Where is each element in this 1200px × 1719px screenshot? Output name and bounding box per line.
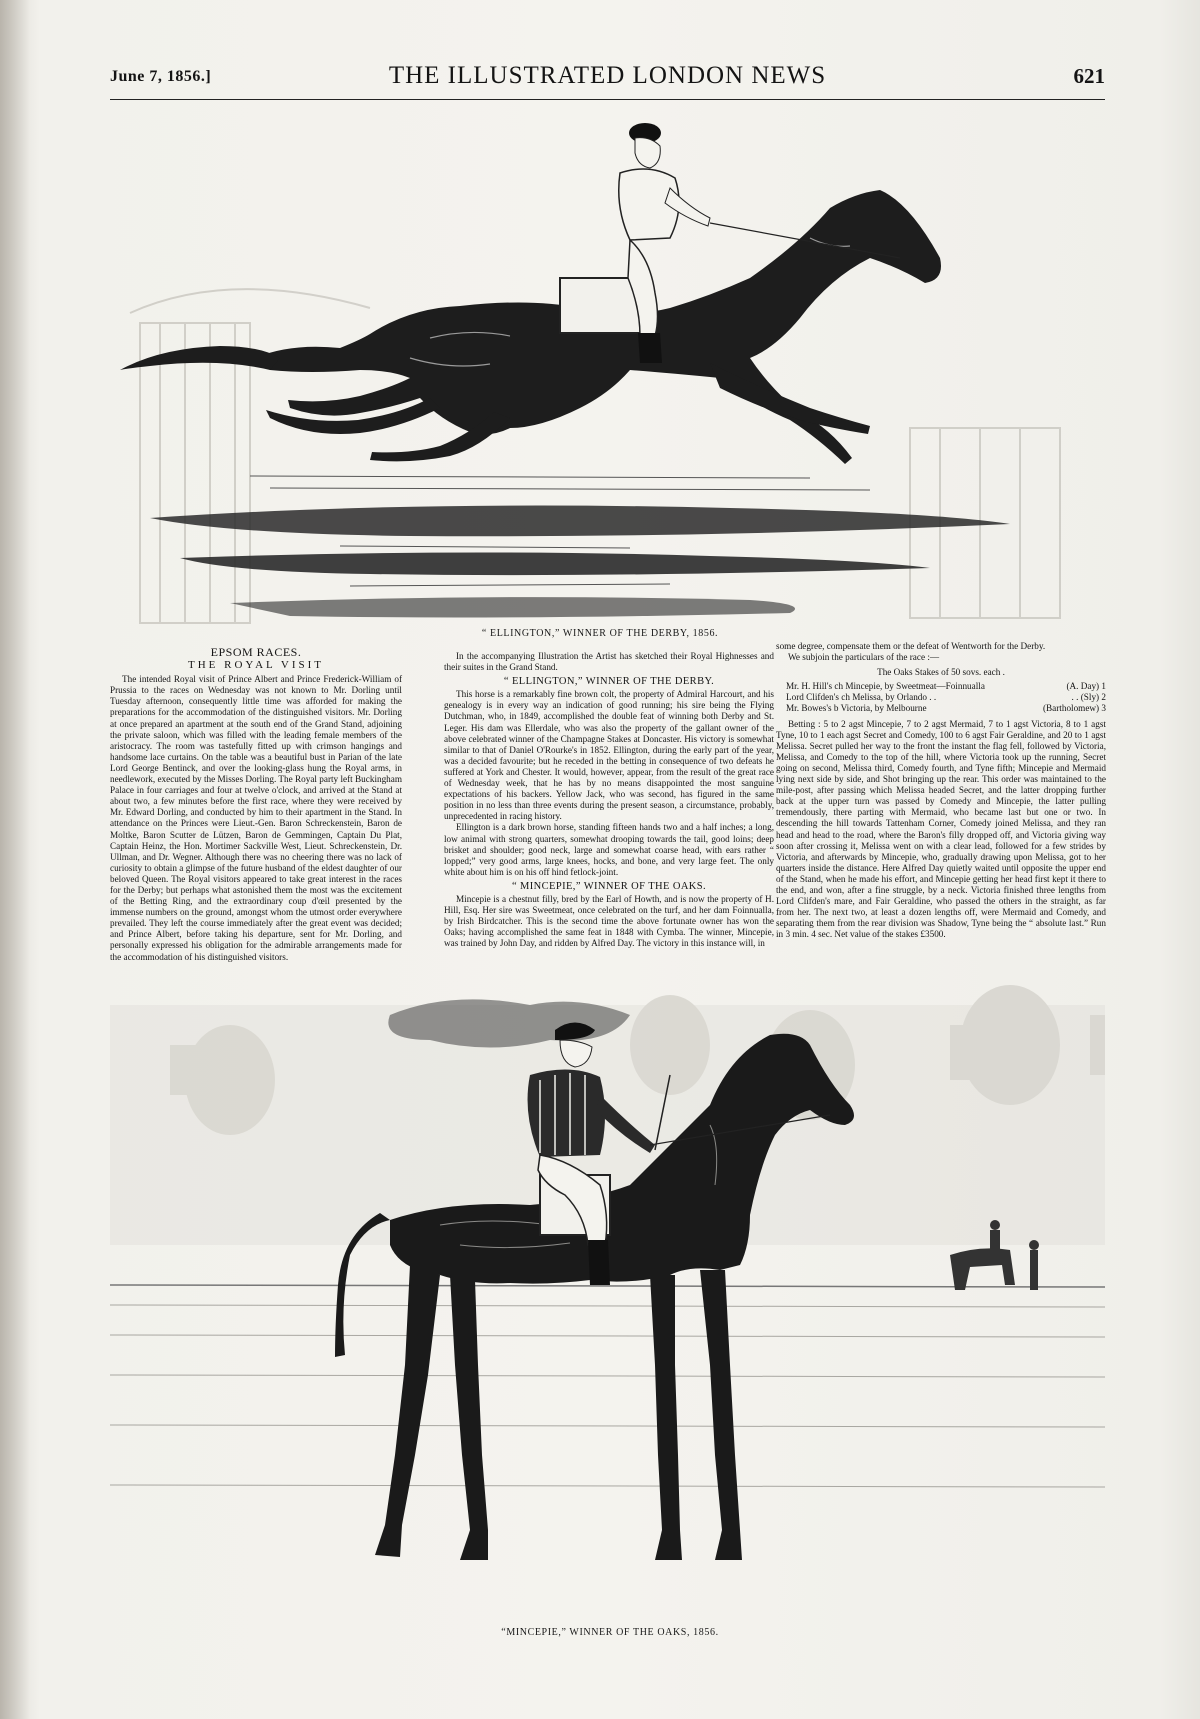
illustration-intro: In the accompanying Illustration the Artist has sketched their Royal Highnesses and their suites in the Grand Stand. (444, 651, 774, 673)
continuation-text: some degree, compensate them or the defeat of Wentworth for the Derby. (776, 641, 1046, 651)
result-horse: Lord Clifden's ch Melissa, by Orlando . . (786, 692, 937, 703)
masthead-title: THE ILLUSTRATED LONDON NEWS (388, 62, 827, 89)
result-jockey: . . (Sly) (1071, 692, 1100, 703)
epsom-races-heading: EPSOM RACES. (210, 645, 302, 659)
article-column-middle (444, 651, 774, 949)
oaks-results (776, 667, 1106, 714)
ellington-engraving (110, 108, 1100, 628)
ellington-para-2: Ellington is a dark brown horse, standing fifteen hands two and a half inches; a long, low animal with strong quarters, somewhat drooping towards the tail, good loins; deep brisket and shoulder; good neck, large and somewhat coarse head, with ears rather “ lopped;” very good arms, large knees, hocks, and bone, and very large feet. The only white about him is on his off hind fetlock-joint. (444, 822, 774, 877)
royal-visit-body: The intended Royal visit of Prince Albert and Prince Frederick-William of Prussia to the races on Wednesday was not known to Mr. Dorling until Tuesday afternoon, consequently little time was afforded for making the preparations for the accommodation of the distinguished visitors. Mr. Dorling at once prepared an apartment at the south end of the Grand Stand, adjoining the private saloon, which was filled with the leading female members of the aristocracy. The room was tastefully fitted up with crimson hangings and handsome lace curtains. On the table was a beautiful bust in Parian of the late Lord George Bentinck, and over the looking-glass hung the Royal arms, in needlework, executed by the Misses Dorling. The Royal party left Buckingham Palace in four carriages and four at twelve o'clock, and arrived at the Stand at about two, a few minutes before the first race, where they were received by Mr. Edward Dorling, and conducted by him to their apartment in the Stand. In attendance on the Princes were Lieut.-Gen. Baron Schreckenstein, Baron de Moltke, Baron Scutter de Lützen, Baron de Gemmingen, Captain Du Plat, Captain Heinz, the Hon. Mortimer Sackville West, Lieut. Schreckenstein, Dr. Ullman, and Dr. Wegner. Although there was no cheering there was no lack of curiosity to obtain a glimpse of the future husband of the eldest daughter of our beloved Queen. The Royal visitors appeared to take great interest in the races for the Derby; but perhaps what astonished them the most was the excitement of the Betting Ring, and the extraordinary coup d'œil presented by the immense numbers on the ground, amongst whom the utmost order everywhere prevailed. They left the course immediately after the great event was decided; and Prince Albert, before taking his departure, sent for Mr. Dorling, and personally expressed his obligation for the admirable arrangements made for the accommodation of his distinguished visitors. (110, 674, 402, 962)
article-column-right (776, 641, 1106, 940)
betting-report: Betting : 5 to 2 agst Mincepie, 7 to 2 agst Mermaid, 7 to 1 agst Victoria, 8 to 1 agst Tyne, 10 to 1 each agst Secret and Comedy, 100 to 6 agst Fair Geraldine, and 20 to 1 agst Melissa. Secret pulled her way to the front the instant the flag fell, followed by Victoria, Melissa, and Comedy to the top of the hill, where Victoria took up the running, Secret going on second, Melissa third, Comedy fourth, and Tyne fifth; Mincepie and Mermaid lying next side by side, and Shot bringing up the rear. This order was maintained to the mile-post, after passing which Melissa headed Secret, and the latter dropping further back at the upper turn was passed by Comedy and Mincepie, the latter pulling tremendously, there parting with Mermaid, who became last but one or two. In descending the hill towards Tattenham Corner, Comedy joined Melissa, and they ran head and head to the road, where the Baron's filly dropped off, and Victoria giving way soon after crossing it, Melissa went on with a clear lead, followed for a few strides by Victoria, and afterwards by Mincepie, who, gradually drawing upon Melissa, got to her quarters inside the distance. Here Alfred Day quietly waited until opposite the upper end of the Stand, when he made his effort, and Mincepie getting her head first kept it there to the end, and won, after a fine struggle, by a neck. Victoria finished three lengths from Lord Clifden's mare, and Fair Geraldine, who passed the others in the straight, as far from her. The next two, at least a dozen lengths off, were Mermaid and Comedy, and separating them from the rear division was Shadow, Tyne being the “ absolute last.” Run in 3 min. 4 sec. Net value of the stakes £3500. (776, 718, 1106, 940)
header-date: June 7, 1856.] (110, 68, 212, 85)
subjoin-text: We subjoin the particulars of the race :— (788, 652, 940, 663)
page-number: 621 (1073, 64, 1105, 88)
galloping-horse-illustration (110, 108, 1100, 628)
result-row (776, 692, 1106, 703)
ellington-para-1: This horse is a remarkably fine brown colt, the property of Admiral Harcourt, and his genealogy is in every way an indication of good running; his sire being the Flying Dutchman, who, in 1849, accomplished the double feat of winning both Derby and St. Leger. His dam was Ellerdale, who was also the property of the gallant owner of the above celebrated winner of the Champagne Stakes at Doncaster. His victory is somewhat similar to that of Daniel O'Rourke's in 1852. Ellington, during the early part of the year, was a decided favourite; but he receded in the betting in consequence of two defeats he suffered at York and Chester. It would, however, appear, from the result of the great race of Wednesday week, that he has by no means disappointed the most sanguine expectations of his backers. Yellow Jack, who was second, has figured in the same position in no less than three events during the present season, a circumstance, probably, unprecedented in racing history. (444, 689, 774, 822)
standing-horse-illustration (110, 985, 1105, 1625)
result-place: 2 (1101, 692, 1106, 703)
royal-visit-subheading: THE ROYAL VISIT (187, 659, 325, 672)
mincepie-caption: “MINCEPIE,” WINNER OF THE OAKS, 1856. (501, 1627, 719, 1638)
result-place: 3 (1101, 703, 1106, 714)
result-jockey: (A. Day) (1066, 681, 1100, 692)
header-rule (110, 99, 1105, 100)
page-edge-stain (0, 0, 30, 1719)
result-horse: Mr. Bowes's b Victoria, by Melbourne (786, 703, 927, 714)
mincepie-heading: “ MINCEPIE,” WINNER OF THE OAKS. (511, 880, 707, 892)
mincepie-para: Mincepie is a chestnut filly, bred by the Earl of Howth, and is now the property of H. Hill, Esq. Her sire was Sweetmeat, once celebrated on the turf, and her dam Foinnualla, by Irish Birdcatcher. This is the second time the above fortunate owner has won the Oaks; having accomplished the same feat in 1848 with Cymba. The winner, Mincepie, was trained by John Day, and ridden by Alfred Day. The victory in this instance will, in (444, 893, 774, 949)
mincepie-engraving (110, 985, 1105, 1625)
ellington-heading: “ ELLINGTON,” WINNER OF THE DERBY. (503, 676, 715, 688)
result-row (776, 703, 1106, 714)
stakes-title: The Oaks Stakes of 50 sovs. each . (877, 667, 1005, 678)
page-header (110, 62, 1105, 98)
result-row (776, 681, 1106, 692)
result-jockey: (Bartholomew) (1042, 703, 1100, 714)
result-place: 1 (1101, 681, 1106, 692)
result-horse: Mr. H. Hill's ch Mincepie, by Sweetmeat—Foinnualla (786, 681, 985, 692)
article-column-left (110, 647, 402, 963)
ellington-caption: “ ELLINGTON,” WINNER OF THE DERBY, 1856. (481, 628, 719, 639)
